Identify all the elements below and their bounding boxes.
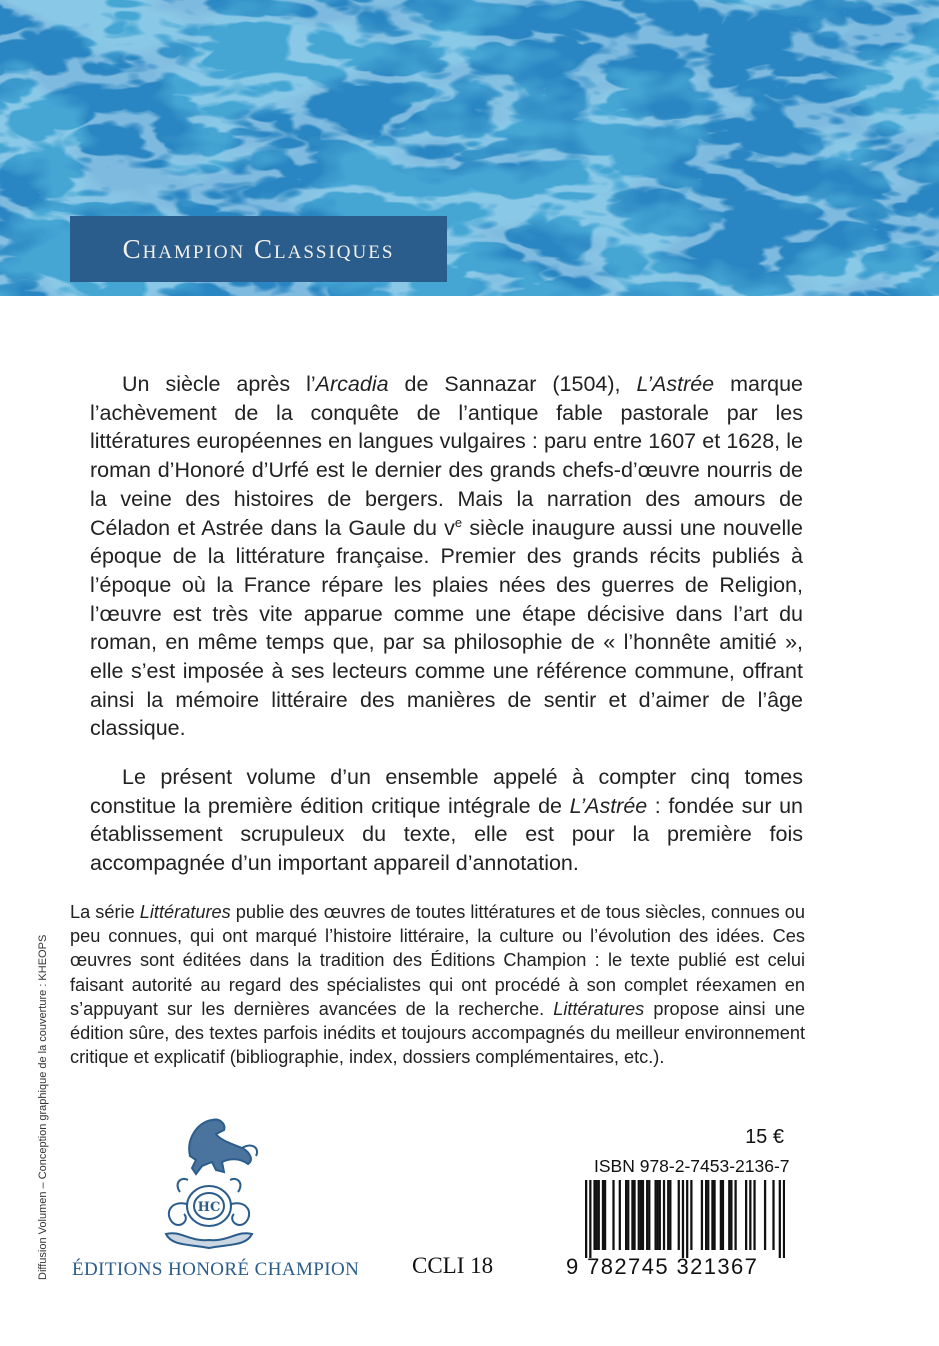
barcode-bar [646, 1180, 648, 1250]
text-run: publie des œuvres de toutes littératures et de tous siècles, connues ou peu connues, qui ont marqué l’histoire littéraire, la culture ou l’évolution des idées. Ces œuvres sont éditées dans la tradition des Éditions Champion : le texte publié est celui faisant autorité au regard des spécialistes qui ont procédé à son complet réexamen en s’appuyant sur les dernières avancées de la recherche. [70, 902, 805, 1019]
barcode-bar [640, 1180, 642, 1250]
barcode-bar [705, 1180, 707, 1250]
barcode-bar [779, 1180, 781, 1258]
text-run: siècle inaugure aussi une nouvelle époque de la littérature française. Premier des grands récits publiés à l’époque où la France répare les plaies nées des guerres de Religion, l’œuvre est très vite apparue comme une étape décisive dans l’art du roman, en même temps que, par sa philosophie de « l’honnête amitié », elle s’est imposée à ses lecteurs comme une référence commune, offrant ainsi la mémoire littéraire des manières de sentir et d’aimer de l’âge classique. [90, 515, 803, 741]
isbn-barcode [585, 1180, 785, 1258]
publisher-name: ÉDITIONS HONORÉ CHAMPION [72, 1259, 360, 1280]
barcode-bar [619, 1180, 621, 1250]
barcode-digits: 9 782745 321367 [566, 1254, 759, 1279]
barcode-bar [631, 1180, 633, 1250]
superscript-run: e [454, 514, 463, 530]
barcode-bar [734, 1180, 736, 1250]
barcode-bar [638, 1180, 640, 1250]
barcode-bar [669, 1180, 671, 1250]
barcode-bar [593, 1180, 595, 1250]
barcode-bar [707, 1180, 709, 1250]
text-run: : fondée sur un établissement scrupuleux du texte, elle est pour la première fois accompagnée d’un important appareil d’annotation. [90, 793, 803, 876]
text-run: Le présent volume d’un ensemble appelé à compter cinq tomes constitue la première édition critique intégrale de [90, 765, 803, 818]
barcode-bar [745, 1180, 747, 1250]
barcode-bar [783, 1180, 785, 1258]
barcode-bar [602, 1180, 604, 1250]
text-run: La série [70, 902, 140, 922]
italic-title-run: Arcadia [315, 372, 389, 396]
barcode-bar [701, 1180, 703, 1250]
italic-title-run: L’Astrée [636, 372, 715, 396]
barcode-bar [730, 1180, 732, 1250]
barcode-bar [711, 1180, 713, 1250]
blurb-paragraph-2 [90, 763, 803, 878]
barcode-bar [690, 1180, 692, 1250]
barcode-bar [598, 1180, 600, 1250]
barcode-bar [713, 1180, 715, 1250]
barcode-bar [625, 1180, 627, 1250]
barcode-bar [642, 1180, 644, 1250]
series-code: CCLI 18 [412, 1253, 494, 1278]
barcode-bar [648, 1180, 650, 1250]
horse-crest-icon [150, 1108, 268, 1260]
barcode-bar [585, 1180, 587, 1258]
barcode-bar [627, 1180, 629, 1250]
series-title-box [70, 216, 447, 282]
series-note-paragraph [70, 900, 805, 1069]
cover-credits: Diffusion Volumen – Conception graphique de la couverture : KHEOPS [37, 934, 49, 1280]
barcode-bar [720, 1180, 722, 1250]
text-run: propose ainsi une édition sûre, des textes parfois inédits et toujours accompagnés du meilleur environnement critique et explicatif (bibliographie, index, dossiers complémentaires, etc.). [70, 998, 805, 1068]
barcode-bar [633, 1180, 635, 1250]
price-label: 15 € [745, 1126, 784, 1148]
barcode-bar [728, 1180, 730, 1250]
barcode-bar [753, 1180, 755, 1250]
barcode-bar [686, 1180, 688, 1258]
barcode-bar [657, 1180, 659, 1250]
barcode-bar [596, 1180, 598, 1250]
blurb-paragraph-1 [90, 370, 803, 743]
text-run: de Sannazar (1504), [388, 372, 637, 396]
barcode-bar [722, 1180, 724, 1250]
logo-initials: HC [197, 1200, 221, 1215]
italic-title-run: L’Astrée [569, 793, 648, 818]
barcode-bar [667, 1180, 669, 1250]
barcode-bar [612, 1180, 614, 1250]
series-title: Champion Classiques [122, 233, 395, 264]
text-run: Un siècle après l’ [122, 372, 316, 396]
barcode-bar [654, 1180, 656, 1250]
text-run: marque l’achèvement de la conquête de l’antique fable pastorale par les littératures européennes en langues vulgaires : paru entre 1607 et 1628, le roman d’Honoré d’Urfé est le dernier des grands chefs-d’œuvre nourris de la veine des histoires de bergers. Mais la narration des amours de Céladon et Astrée dans la Gaule du v [90, 372, 803, 540]
italic-title-run: Littératures [553, 998, 645, 1019]
barcode-bar [678, 1180, 680, 1250]
barcode-bar [772, 1180, 774, 1250]
barcode-bar [764, 1180, 766, 1250]
barcode-bar [589, 1180, 591, 1258]
barcode-bar [659, 1180, 661, 1250]
barcode-bar [682, 1180, 684, 1258]
barcode-bar [663, 1180, 665, 1250]
barcode-bar [749, 1180, 751, 1250]
isbn-label: ISBN 978-2-7453-2136-7 [594, 1156, 790, 1176]
italic-title-run: Littératures [139, 902, 231, 922]
barcode-bar [604, 1180, 606, 1250]
